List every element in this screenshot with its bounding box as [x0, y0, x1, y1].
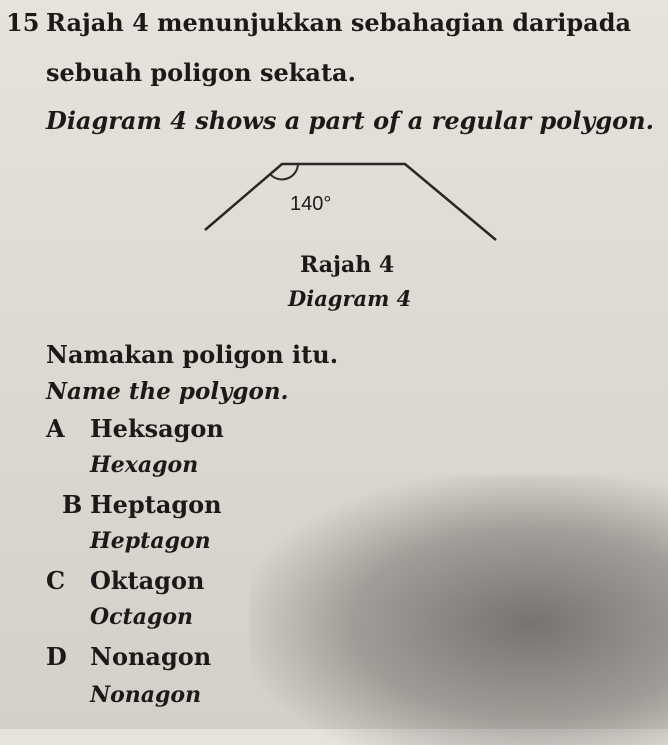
diagram-caption-malay: Rajah 4 — [300, 252, 395, 278]
angle-label: 140° — [290, 193, 332, 215]
polygon-edges — [205, 164, 496, 240]
option-a-letter: A — [46, 414, 65, 443]
option-c-letter: C — [46, 566, 66, 595]
option-d-malay: Nonagon — [90, 642, 212, 671]
polygon-diagram — [0, 0, 668, 330]
diagram-caption-english: Diagram 4 — [288, 286, 412, 311]
prompt-malay: Namakan poligon itu. — [46, 340, 339, 369]
option-d-english: Nonagon — [90, 682, 202, 708]
option-b-malay: Heptagon — [90, 490, 222, 519]
option-a-english: Hexagon — [90, 452, 199, 478]
photo-shadow — [250, 475, 668, 745]
option-b-letter: B — [62, 490, 83, 519]
question-malay-line1: Rajah 4 menunjukkan sebahagian daripada — [46, 8, 632, 37]
question-english: Diagram 4 shows a part of a regular polygon. — [46, 106, 654, 135]
option-a-malay: Heksagon — [90, 414, 224, 443]
option-d-letter: D — [46, 642, 67, 671]
prompt-english: Name the polygon. — [46, 378, 289, 405]
question-number: 15 — [6, 8, 40, 37]
option-c-english: Octagon — [90, 604, 194, 630]
option-c-malay: Oktagon — [90, 566, 205, 595]
question-malay-line2: sebuah poligon sekata. — [46, 58, 356, 87]
option-b-english: Heptagon — [90, 528, 211, 554]
